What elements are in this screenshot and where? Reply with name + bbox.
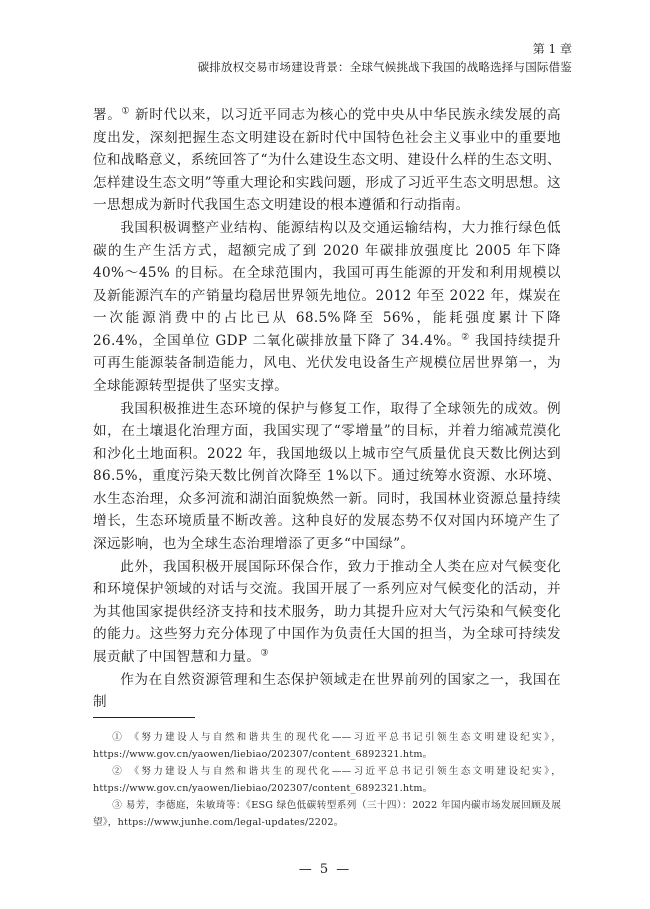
- paragraph-text: 我国积极推进生态环境的保护与修复工作，取得了全球领先的成效。例如，在土壤退化治理方面，我国实现了“零增量”的目标，并着力缩减荒漠化和沙化土地面积。2022 年，我国地级以上城市空气质量优良天数比例达到 86.5%，重度污染天数比例首次降至 1%以下。通过统筹水资源、水环境、水生态治理，众多河流和湖泊面貌焕然一新。同时，我国林业资源总量持续增长，生态环境质量不断改善。这种良好的发展态势不仅对国内环境产生了深远影响，也为全球生态治理增添了更多“中国绿”。: [93, 400, 561, 552]
- paragraph-text: 新时代以来，以习近平同志为核心的党中央从中华民族永续发展的高度出发，深刻把握生态文明建设在新时代中国特色社会主义事业中的重要地位和战略意义，系统回答了“为什么建设生态文明、建设什么样的生态文明、怎样建设生态文明”等重大理论和实践问题，形成了习近平生态文明思想。这一思想成为新时代我国生态文明建设的根本遵循和行动指南。: [93, 107, 562, 213]
- chapter-title: 碳排放权交易市场建设背景：全球气候挑战下我国的战略选择与国际借鉴: [197, 60, 572, 74]
- footnote-divider: [93, 717, 195, 718]
- footnote-marker: ③: [260, 647, 269, 658]
- footnote-1: ① 《努力建设人与自然和谐共生的现代化——习近平总书记引领生态文明建设纪实》，https://www.gov.cn/yaowen/liebiao/202307/content_6892321.htm。: [93, 732, 561, 760]
- body-text: [93, 104, 561, 714]
- paragraph-text: 我国持续提升可再生能源装备制造能力，风电、光伏发电设备生产规模位居世界第一，为全球能源转型提供了坚实支撑。: [93, 332, 561, 394]
- paragraph-5: [93, 669, 561, 714]
- paragraph-1: [93, 104, 561, 217]
- footnote-marker: ①: [121, 106, 131, 117]
- paragraph-3: [93, 398, 561, 556]
- running-header: [198, 40, 572, 76]
- paragraph-text: 我国积极调整产业结构、能源结构以及交通运输结构，大力推行绿色低碳的生产生活方式，超额完成了到 2020 年碳排放强度比 2005 年下降 40%～45% 的目标。在全球范围内，我国可再生能源的开发和利用规模以及新能源汽车的产销量均稳居世界领先地位。2012 年至 2022 年，煤炭在一次能源消费中的占比已从 68.5%降至 56%，能耗强度累计下降 26.4%，全国单位 GDP 二氧化碳排放量下降了 34.4%。: [93, 220, 561, 349]
- chapter-label: 第 1 章: [532, 42, 572, 56]
- footnote-marker: ②: [461, 331, 471, 342]
- footnote-3: ③ 易芳，李德庭，朱敏琦等：《ESG 绿色低碳转型系列（三十四）：2022 年国内碳市场发展回顾及展望》，https://www.junhe.com/legal-updates/2202。: [93, 800, 561, 828]
- paragraph-text: 署。: [93, 107, 122, 123]
- footnotes: [93, 729, 561, 831]
- page-number: — 5 —: [298, 862, 352, 877]
- footnote-2: ② 《努力建设人与自然和谐共生的现代化——习近平总书记引领生态文明建设纪实》，https://www.gov.cn/yaowen/liebiao/202307/content_6892321.htm。: [93, 766, 561, 794]
- paragraph-4: [93, 556, 561, 669]
- paragraph-2: [93, 217, 561, 397]
- paragraph-text: 此外，我国积极开展国际环保合作，致力于推动全人类在应对气候变化和环境保护领域的对话与交流。我国开展了一系列应对气候变化的活动，并为其他国家提供经济支持和技术服务，助力其提升应对大气污染和气候变化的能力。这些努力充分体现了中国作为负责任大国的担当，为全球可持续发展贡献了中国智慧和力量。: [93, 558, 561, 665]
- paragraph-text: 作为在自然资源管理和生态保护领域走在世界前列的国家之一，我国在制: [93, 671, 561, 710]
